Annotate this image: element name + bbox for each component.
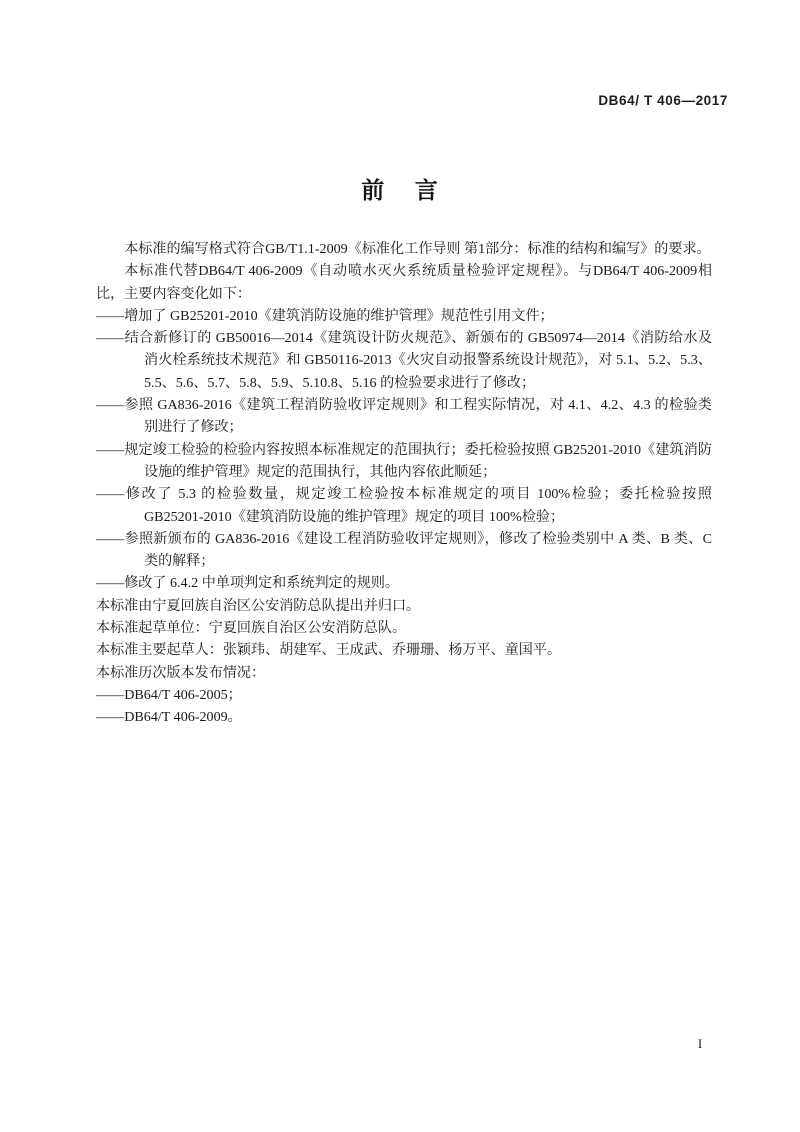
change-item: ——修改了 5.3 的检验数量，规定竣工检验按本标准规定的项目 100%检验；委托检验按照 GB25201-2010《建筑消防设施的维护管理》规定的项目 100%检验； [96,486,712,525]
version-history-item: ——DB64/T 406-2005； [96,686,242,703]
change-item: ——规定竣工检验的检验内容按照本标准规定的范围执行；委托检验按照 GB25201-2010《建筑消防设施的维护管理》规定的范围执行，其他内容依此顺延； [96,441,712,480]
page-number: I [697,1036,703,1051]
statement-drafting-unit: 本标准起草单位：宁夏回族自治区公安消防总队。 [96,620,407,637]
running-header-standard-code: DB64/ T 406—2017 [598,93,728,108]
change-item: ——增加了 GB25201-2010《建筑消防设施的维护管理》规范性引用文件； [96,307,554,324]
intro-paragraph: 本标准的编写格式符合GB/T1.1-2009《标准化工作导则 第1部分：标准的结构和编写》的要求。 [124,241,711,257]
statement-main-drafters: 本标准主要起草人：张颖玮、胡建军、王成武、乔珊珊、杨万平、童国平。 [96,642,562,659]
change-item: ——参照新颁布的 GA836-2016《建设工程消防验收评定规则》，修改了检验类别中 A 类、B 类、C 类的解释； [96,530,712,570]
version-history-item: ——DB64/T 406-2009。 [96,709,242,726]
page-title: 前 言 [361,177,439,203]
change-item: ——参照 GA836-2016《建筑工程消防验收评定规则》和工程实际情况，对 4.1、4.2、4.3 的检验类别进行了修改； [96,397,712,436]
statement-proposer: 本标准由宁夏回族自治区公安消防总队提出并归口。 [96,597,421,614]
change-item: ——修改了 6.4.2 中单项判定和系统判定的规则。 [96,575,400,592]
intro-paragraph: 本标准代替DB64/T 406-2009《自动喷水灭火系统质量检验评定规程》。与DB64/T 406-2009相比，主要内容变化如下： [96,263,712,302]
change-item: ——结合新修订的 GB50016—2014《建筑设计防火规范》、新颁布的 GB50974—2014《消防给水及消火栓系统技术规范》和 GB50116-2013《火灾自动报警系统设计规范》，对 5.1、5.2、5.3、5.5、5.6、5.7、5.8、5.9、5.10.8、5.16 的检验要求进行了修改； [96,330,712,391]
foreword-body [96,238,712,729]
statement-version-history-label: 本标准历次版本发布情况： [96,664,266,681]
